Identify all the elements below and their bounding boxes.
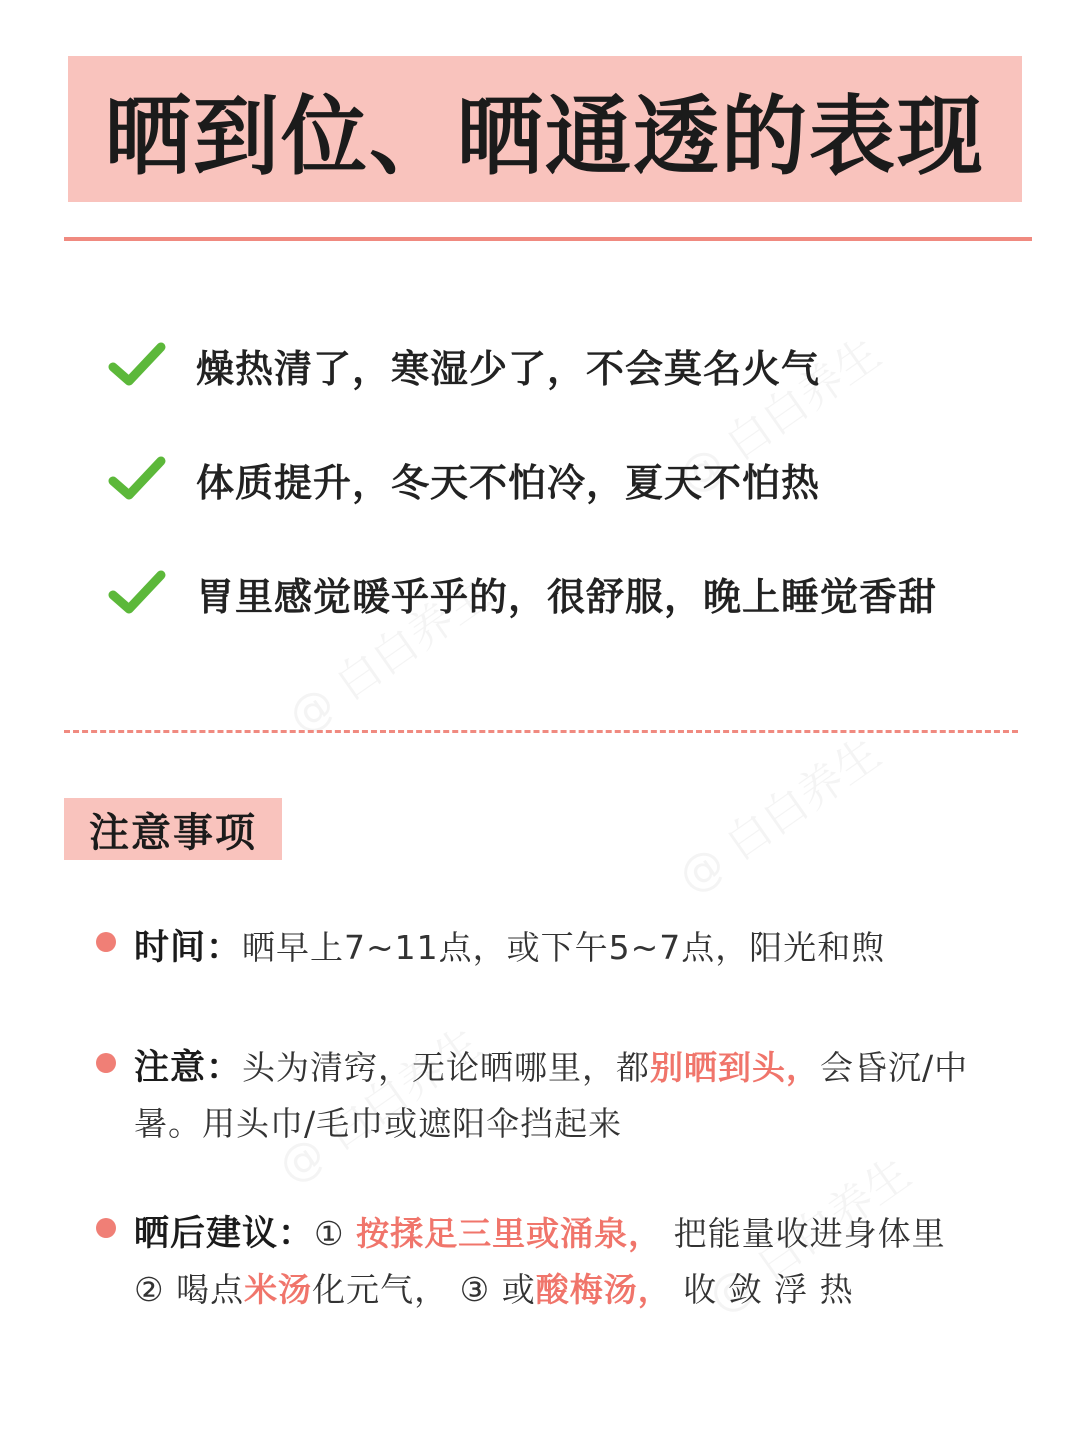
after-highlight-2: 米汤	[244, 1270, 313, 1309]
page-title: 晒到位、晒通透的表现	[105, 87, 985, 187]
caution-highlight: 别晒到头，	[650, 1048, 821, 1087]
check-item	[108, 444, 820, 514]
check-icon	[108, 569, 166, 617]
after-text-2b: 化元气，	[312, 1270, 449, 1309]
after-text-2a: 喝点	[176, 1270, 245, 1309]
check-item	[108, 330, 820, 400]
circled-number: ②	[134, 1270, 165, 1309]
after-label: 晒后建议：	[134, 1214, 315, 1254]
check-icon	[108, 341, 166, 389]
after-note	[134, 1206, 946, 1256]
check-text: 体质提升，冬天不怕冷，夏天不怕热	[196, 460, 821, 505]
watermark	[663, 719, 891, 906]
notes-heading-box	[64, 798, 282, 860]
notes-heading: 注意事项	[89, 809, 257, 856]
time-label: 时间：	[134, 928, 243, 968]
time-text: 晒早上7~11点，或下午5~7点，阳光和煦	[242, 928, 886, 967]
check-icon	[108, 455, 166, 503]
caution-note	[134, 1040, 968, 1090]
title-banner	[68, 56, 1022, 202]
circled-number: ③	[459, 1270, 491, 1309]
check-item	[108, 558, 937, 628]
after-highlight-1: 按揉足三里或涌泉，	[356, 1214, 663, 1253]
time-note	[134, 920, 885, 970]
bullet-dot	[96, 1053, 116, 1073]
dashed-divider	[64, 730, 1018, 733]
title-divider	[64, 237, 1032, 241]
check-text: 燥热清了，寒湿少了，不会莫名火气	[196, 346, 821, 391]
caution-note-line2: 暑。用头巾/毛巾或遮阳伞挡起来	[134, 1104, 623, 1143]
after-text-3b: 收 敛 浮 热	[683, 1270, 854, 1309]
after-note-line2	[134, 1264, 854, 1311]
check-text: 胃里感觉暖乎乎的，很舒服，晚上睡觉香甜	[196, 574, 938, 619]
caution-text: 头为清窍，无论晒哪里，都	[242, 1048, 651, 1087]
caution-label: 注意：	[134, 1048, 243, 1088]
after-highlight-3: 酸梅汤，	[535, 1270, 672, 1309]
circled-number: ①	[314, 1214, 345, 1253]
bullet-dot	[96, 932, 116, 952]
bullet-dot	[96, 1218, 116, 1238]
caution-text-end: 会昏沉/中	[820, 1048, 969, 1087]
after-text-1: 把能量收进身体里	[673, 1214, 946, 1253]
after-text-3a: 或	[501, 1270, 536, 1309]
